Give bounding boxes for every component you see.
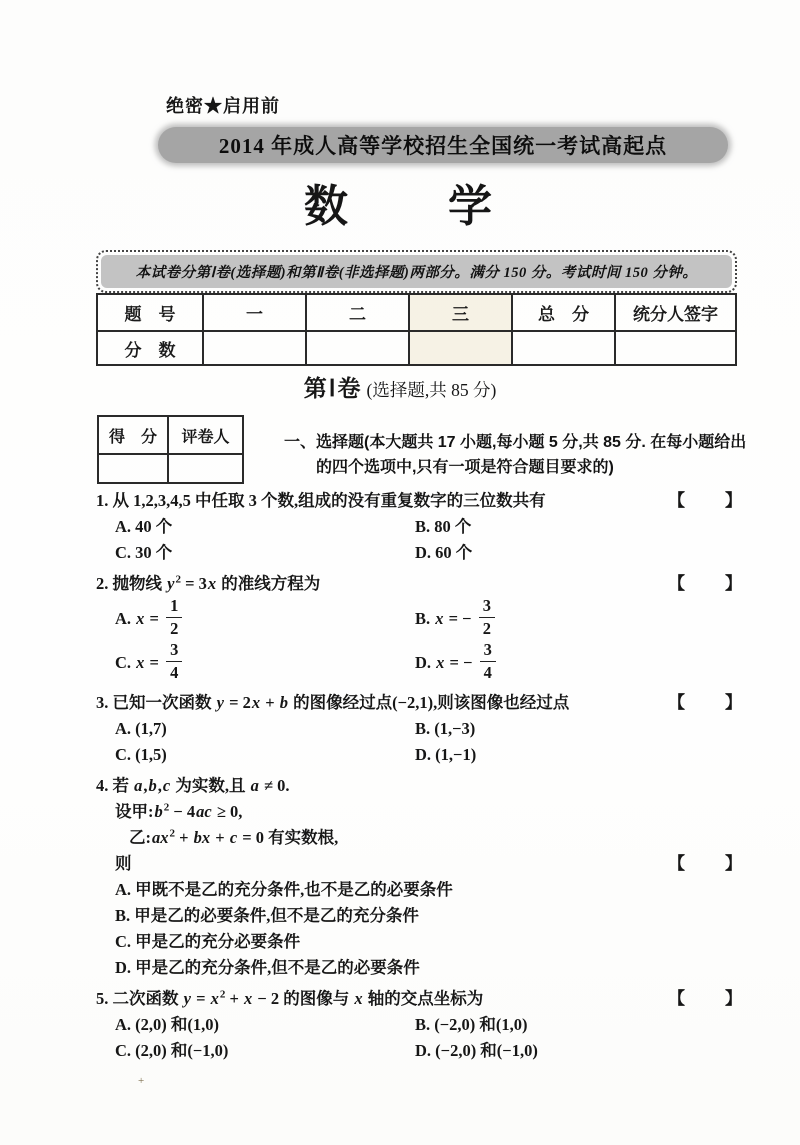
question-5 (96, 986, 744, 1064)
question-text: 3. 已知一次函数 y = 2x + b 的图像经过点(−2,1),则该图像也经过点 (96, 693, 570, 712)
options (96, 716, 744, 768)
score-table-empty-cell (512, 331, 615, 365)
options (96, 514, 744, 566)
question-line (96, 488, 744, 514)
section1-instructions: 一、选择题(本大题共 17 小题,每小题 5 分,共 85 分. 在每小题给出的四个选项中,只有一项是符合题目要求的) (284, 434, 747, 476)
grader-box-empty-row (98, 454, 243, 483)
grader-score-box (97, 415, 244, 484)
section1-heading-sub: (选择题,共 85 分) (366, 380, 497, 400)
options (96, 1012, 744, 1064)
section1-heading-main: 第Ⅰ卷 (303, 376, 363, 401)
option: B. 80 个 (415, 517, 472, 536)
question-text: 设甲$:b^2 - 4ac \ge 0$, (115, 801, 243, 821)
question-2 (96, 571, 744, 685)
question-line (96, 773, 744, 799)
option: C. x = $\frac{3}{4}$ (115, 641, 415, 685)
option: C. 甲是乙的充分必要条件 (115, 932, 301, 951)
question-line (96, 799, 744, 825)
answer-bracket: 【 】 (668, 854, 744, 873)
question-line (96, 690, 744, 716)
question-1 (96, 488, 744, 566)
score-table-empty-cell (409, 331, 512, 365)
question-line (96, 825, 744, 851)
answer-bracket: 【 】 (668, 491, 744, 510)
option: B. x = − $\frac{3}{2}$ (415, 597, 744, 641)
option: C. (1,5) (115, 745, 167, 764)
question-3 (96, 690, 744, 768)
grader-label-cell: 评卷人 (168, 416, 243, 454)
option: A. 40 个 (115, 517, 173, 536)
questions (96, 488, 744, 1069)
score-table-header-row (97, 294, 736, 331)
fraction: $\frac{3}{4}$ (480, 641, 496, 681)
score-table-cell: 分 数 (97, 331, 203, 365)
fraction: $\frac{3}{4}$ (166, 641, 182, 681)
answer-bracket: 【 】 (668, 574, 744, 593)
score-table-empty-cell (306, 331, 409, 365)
score-table-cell: 二 (306, 294, 409, 331)
fraction: $\frac{1}{2}$ (166, 597, 182, 637)
option: D. x = − $\frac{3}{4}$ (415, 641, 744, 685)
score-table-cell: 统分人签字 (615, 294, 736, 331)
question-line (96, 571, 744, 597)
score-table-cell: 一 (203, 294, 306, 331)
score-table-cell: 总 分 (512, 294, 615, 331)
question-text: 乙$:ax^2$ + bx + c = 0 有实数根, (129, 827, 339, 847)
classification-label: 绝密★启用前 (166, 96, 280, 116)
score-table-cell: 题 号 (97, 294, 203, 331)
score-table-cell: 三 (409, 294, 512, 331)
exam-notice-text: 本试卷分第Ⅰ卷(选择题)和第Ⅱ卷(非选择题)两部分。满分 150 分。考试时间 150 分钟。 (101, 255, 732, 288)
exam-title-banner-text: 2014 年成人高等学校招生全国统一考试高起点 (218, 134, 668, 158)
options (96, 877, 744, 981)
option: C. (2,0) 和(−1,0) (115, 1041, 229, 1060)
question-text: 2. 抛物线 $y^2 = 3x$ 的准线方程为 (96, 573, 321, 593)
option: A. 甲既不是乙的充分条件,也不是乙的必要条件 (115, 880, 453, 899)
question-text: 5. 二次函数 $y = x^2 + x - 2$ 的图像与 x 轴的交点坐标为 (96, 988, 484, 1008)
option: D. 60 个 (415, 543, 473, 562)
option: D. 甲是乙的充分条件,但不是乙的必要条件 (115, 958, 420, 977)
question-line (96, 986, 744, 1012)
score-table-empty-cell (203, 331, 306, 365)
option: B. (−2,0) 和(1,0) (415, 1015, 528, 1034)
score-table-empty-cell (615, 331, 736, 365)
option: C. 30 个 (115, 543, 173, 562)
question-text: 1. 从 1,2,3,4,5 中任取 3 个数,组成的没有重复数字的三位数共有 (96, 491, 546, 510)
grader-box-header-row (98, 416, 243, 454)
option: D. (1,−1) (415, 745, 477, 764)
answer-bracket: 【 】 (668, 693, 744, 712)
score-label-cell: 得 分 (98, 416, 168, 454)
fraction: $\frac{3}{2}$ (479, 597, 495, 637)
exam-notice-box (96, 250, 737, 293)
question-text: 4. 若 a,b,c 为实数,且 a ≠ 0. (96, 776, 290, 795)
option: B. (1,−3) (415, 719, 476, 738)
score-entry-cell (98, 454, 168, 483)
score-summary-table (96, 293, 737, 366)
option: A. (2,0) 和(1,0) (115, 1015, 220, 1034)
section1-heading (0, 370, 800, 403)
option: B. 甲是乙的必要条件,但不是乙的充分条件 (115, 906, 419, 925)
subject-title: 数 学 (304, 182, 496, 231)
question-4 (96, 773, 744, 981)
option: A. (1,7) (115, 719, 167, 738)
option: A. x = $\frac{1}{2}$ (115, 597, 415, 641)
registration-mark: + (138, 1075, 145, 1087)
question-text: 则 (115, 854, 132, 873)
options (96, 597, 744, 685)
question-line (96, 851, 744, 877)
exam-title-banner (158, 127, 728, 163)
score-table-score-row (97, 331, 736, 365)
grader-entry-cell (168, 454, 243, 483)
option: D. (−2,0) 和(−1,0) (415, 1041, 538, 1060)
answer-bracket: 【 】 (668, 989, 744, 1008)
